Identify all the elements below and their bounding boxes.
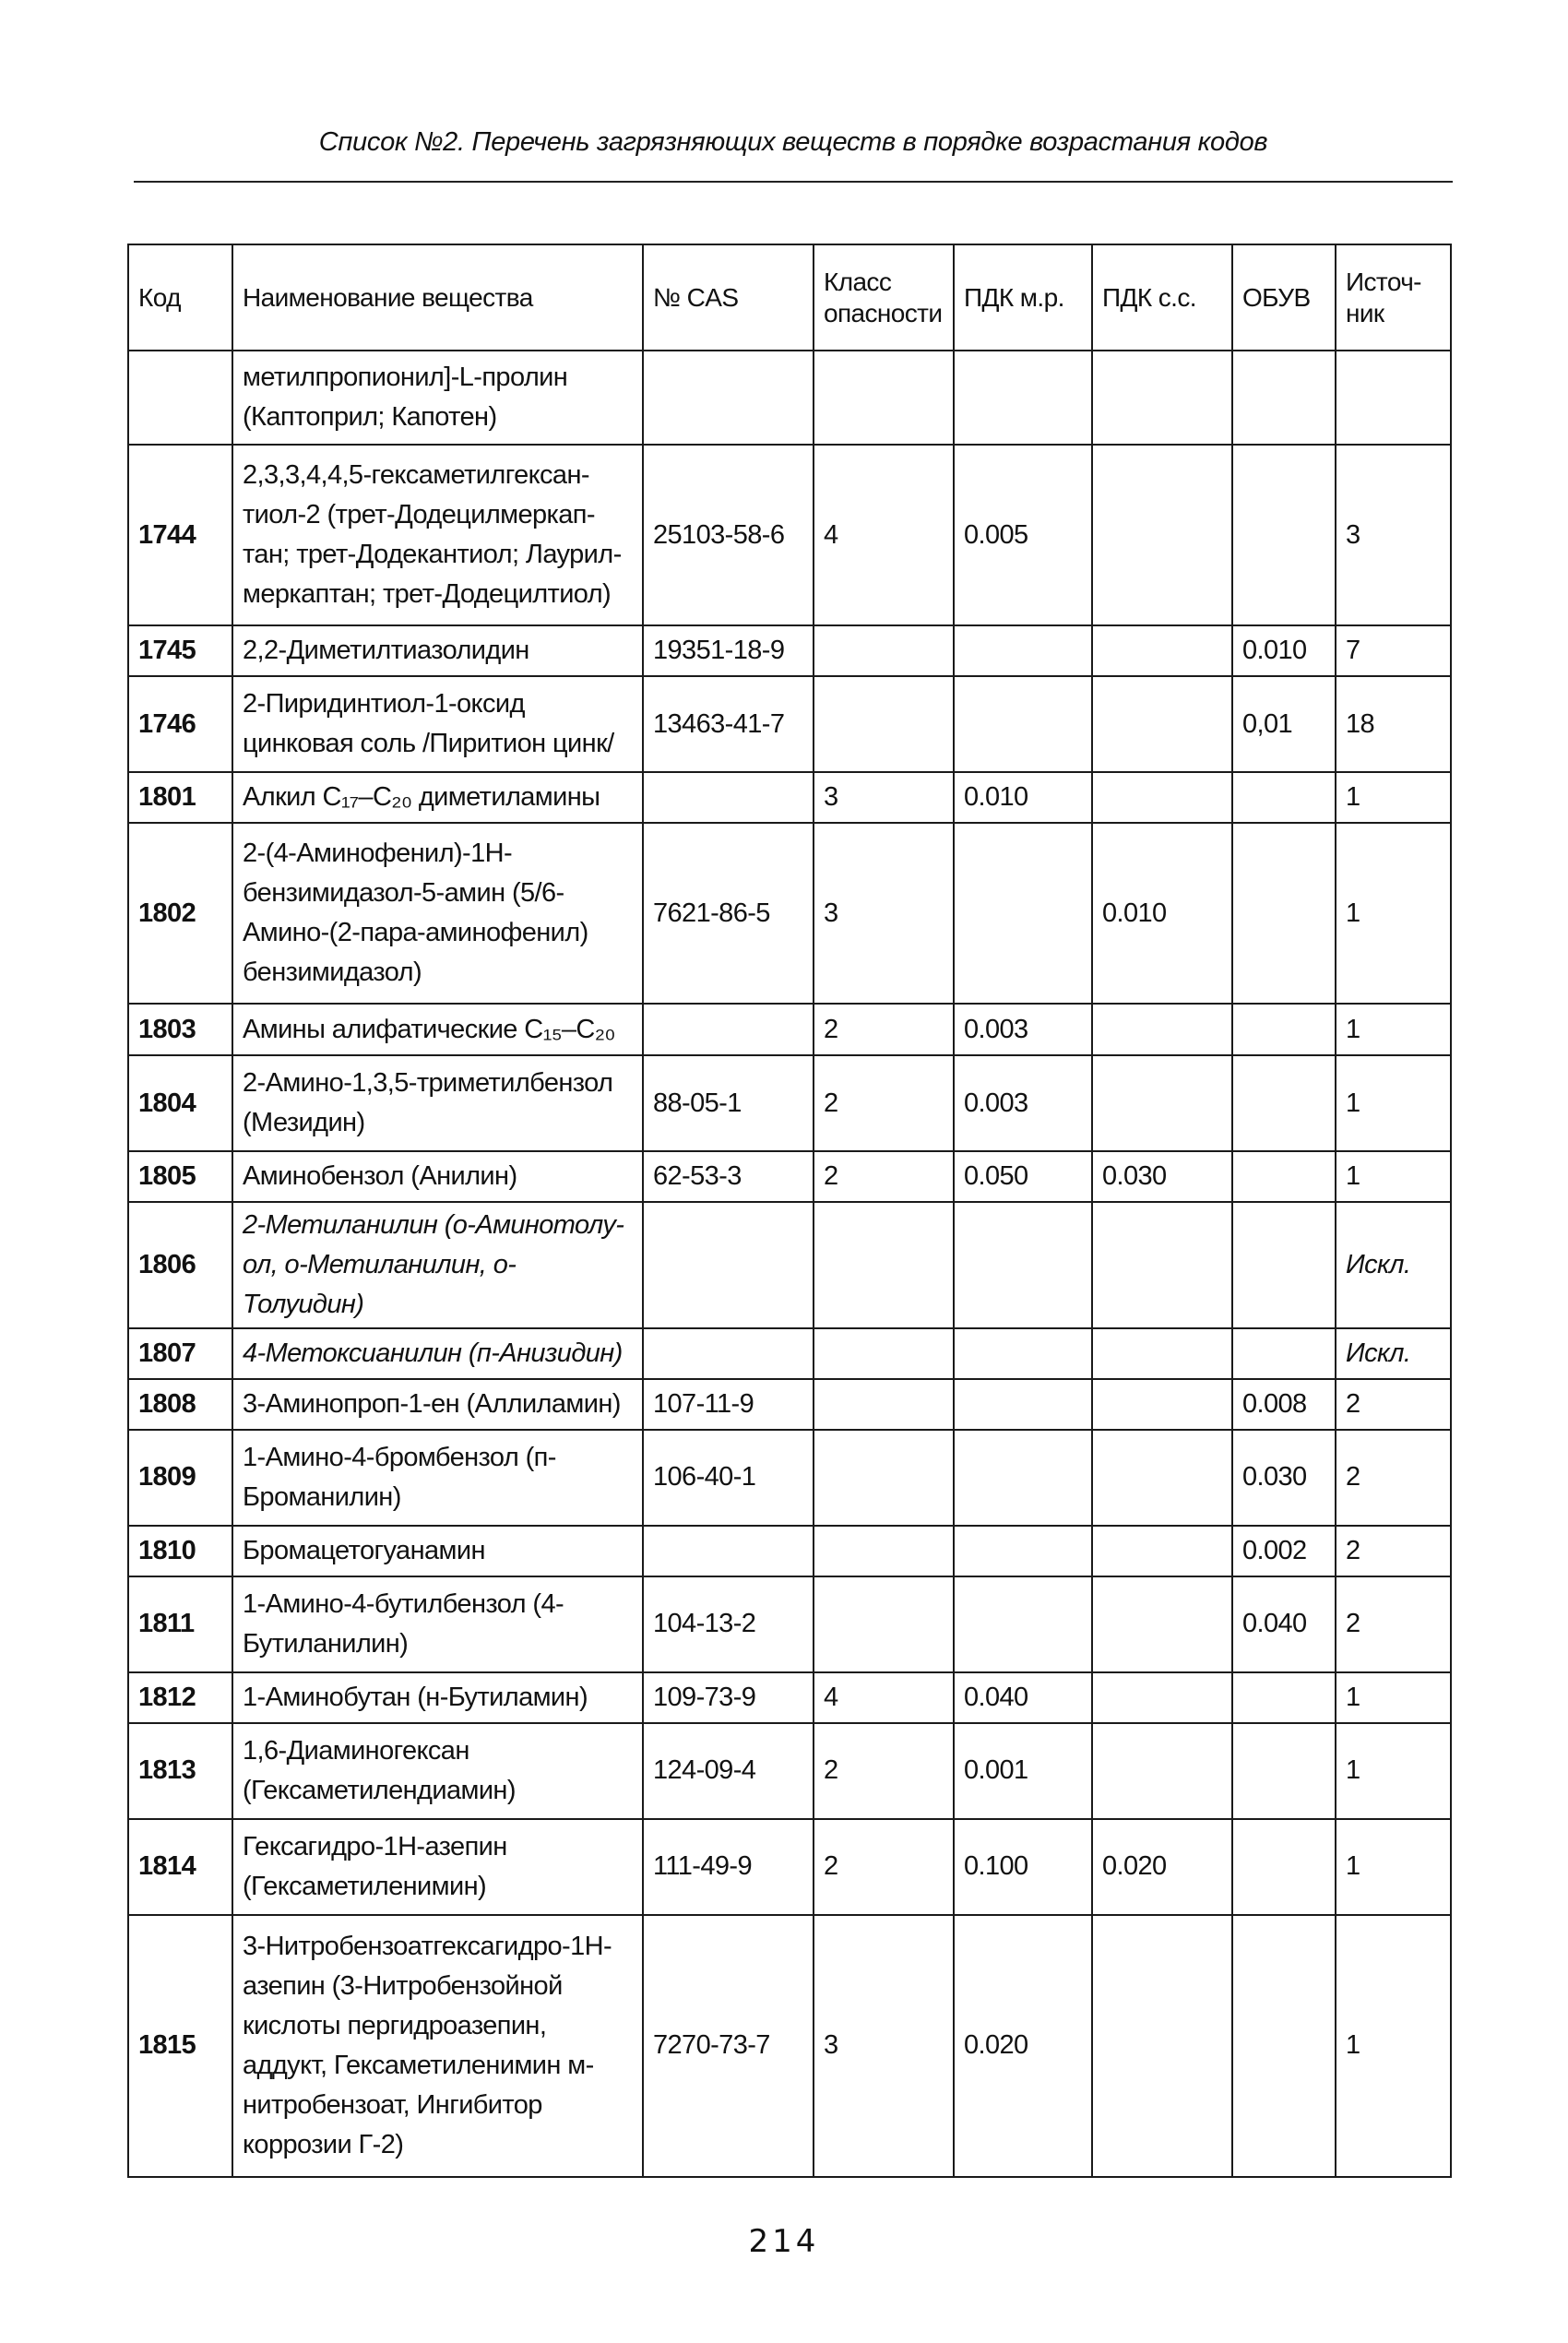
column-header-pdk-ss: ПДК с.с.	[1092, 244, 1232, 351]
cell-substance-name: 1-Амино-4-бутилбензол (4-Бутиланилин)	[232, 1576, 643, 1672]
cell-substance-name: 2-(4-Аминофенил)-1H-бензимидазол-5-амин (5/6-Амино-(2-пара-аминофенил) бензимидазол)	[232, 823, 643, 1004]
cell-cas-number: 124-09-4	[643, 1723, 814, 1819]
cell-obuv: 0.040	[1232, 1576, 1336, 1672]
table-row	[128, 445, 1451, 625]
cell-pdk-mr	[954, 1576, 1092, 1672]
cell-pdk-mr	[954, 1202, 1092, 1328]
cell-pdk-ss	[1092, 351, 1232, 445]
cell-cas-number: 19351-18-9	[643, 625, 814, 676]
cell-hazard-class	[814, 1576, 954, 1672]
cell-cas-number	[643, 1004, 814, 1055]
cell-source: 1	[1336, 1055, 1451, 1151]
cell-obuv: 0.002	[1232, 1526, 1336, 1576]
cell-source: 1	[1336, 1915, 1451, 2177]
table-row	[128, 676, 1451, 772]
cell-substance-name: 3-Нитробензоатгексагидро-1H-азепин (3-Нитробензойной кислоты пергидроазепин, аддукт, Гексаметиленимин м-нитробензоат, Ингибитор коррозии Г-2)	[232, 1915, 643, 2177]
cell-cas-number	[643, 1526, 814, 1576]
cell-obuv: 0.030	[1232, 1430, 1336, 1526]
cell-pdk-ss	[1092, 1202, 1232, 1328]
table-row	[128, 1576, 1451, 1672]
cell-code: 1814	[128, 1819, 232, 1915]
cell-pdk-ss	[1092, 1526, 1232, 1576]
cell-source: 2	[1336, 1430, 1451, 1526]
cell-source: 2	[1336, 1576, 1451, 1672]
cell-hazard-class	[814, 676, 954, 772]
cell-pdk-ss	[1092, 445, 1232, 625]
cell-hazard-class	[814, 1379, 954, 1430]
cell-obuv	[1232, 1151, 1336, 1202]
cell-substance-name: 2-Метиланилин (о-Аминотолу-ол, о-Метиланилин, о-Толуидин)	[232, 1202, 643, 1328]
cell-hazard-class: 2	[814, 1819, 954, 1915]
running-header: Список №2. Перечень загрязняющих веществ в порядке возрастания кодов	[318, 127, 1268, 157]
cell-source: 2	[1336, 1526, 1451, 1576]
cell-pdk-mr: 0.003	[954, 1004, 1092, 1055]
cell-source: Искл.	[1336, 1202, 1451, 1328]
column-header-pdk-mr: ПДК м.р.	[954, 244, 1092, 351]
column-header-name: Наименование вещества	[232, 244, 643, 351]
cell-hazard-class: 4	[814, 1672, 954, 1723]
cell-code: 1802	[128, 823, 232, 1004]
cell-cas-number: 88-05-1	[643, 1055, 814, 1151]
cell-pdk-ss	[1092, 1379, 1232, 1430]
cell-source: 18	[1336, 676, 1451, 772]
cell-pdk-mr: 0.040	[954, 1672, 1092, 1723]
cell-code: 1746	[128, 676, 232, 772]
cell-code: 1805	[128, 1151, 232, 1202]
table-body	[128, 351, 1451, 2177]
cell-code	[128, 351, 232, 445]
cell-pdk-mr: 0.050	[954, 1151, 1092, 1202]
cell-source: Искл.	[1336, 1328, 1451, 1379]
cell-obuv: 0.008	[1232, 1379, 1336, 1430]
table-row	[128, 823, 1451, 1004]
table-row	[128, 1202, 1451, 1328]
column-header-cas: № CAS	[643, 244, 814, 351]
cell-substance-name: метилпропионил]-L-пролин (Каптоприл; Капотен)	[232, 351, 643, 445]
cell-pdk-mr	[954, 823, 1092, 1004]
cell-pdk-ss	[1092, 676, 1232, 772]
cell-substance-name: 3-Аминопроп-1-ен (Аллиламин)	[232, 1379, 643, 1430]
cell-code: 1806	[128, 1202, 232, 1328]
cell-cas-number: 13463-41-7	[643, 676, 814, 772]
cell-pdk-mr: 0.100	[954, 1819, 1092, 1915]
cell-pdk-mr	[954, 625, 1092, 676]
cell-obuv	[1232, 1328, 1336, 1379]
cell-obuv	[1232, 445, 1336, 625]
cell-pdk-mr	[954, 1430, 1092, 1526]
cell-substance-name: Бромацетогуанамин	[232, 1526, 643, 1576]
table-row	[128, 1328, 1451, 1379]
table-row	[128, 1723, 1451, 1819]
cell-source: 1	[1336, 1151, 1451, 1202]
cell-source: 1	[1336, 1004, 1451, 1055]
cell-source: 7	[1336, 625, 1451, 676]
cell-pdk-mr: 0.020	[954, 1915, 1092, 2177]
cell-cas-number	[643, 351, 814, 445]
cell-obuv	[1232, 1055, 1336, 1151]
table-row	[128, 1379, 1451, 1430]
cell-pdk-ss	[1092, 1723, 1232, 1819]
cell-hazard-class: 2	[814, 1004, 954, 1055]
cell-substance-name: 2-Пиридинтиол-1-оксид цинковая соль /Пиритион цинк/	[232, 676, 643, 772]
cell-cas-number: 7270-73-7	[643, 1915, 814, 2177]
cell-cas-number: 109-73-9	[643, 1672, 814, 1723]
cell-substance-name: Аминобензол (Анилин)	[232, 1151, 643, 1202]
cell-hazard-class: 3	[814, 1915, 954, 2177]
header-divider	[134, 181, 1453, 183]
cell-pdk-ss: 0.030	[1092, 1151, 1232, 1202]
cell-hazard-class: 3	[814, 772, 954, 823]
cell-code: 1809	[128, 1430, 232, 1526]
cell-code: 1807	[128, 1328, 232, 1379]
cell-code: 1745	[128, 625, 232, 676]
cell-cas-number: 7621-86-5	[643, 823, 814, 1004]
cell-obuv: 0.010	[1232, 625, 1336, 676]
cell-hazard-class: 3	[814, 823, 954, 1004]
cell-obuv	[1232, 1819, 1336, 1915]
cell-pdk-ss	[1092, 1004, 1232, 1055]
page-number: 214	[748, 2223, 820, 2260]
table-row	[128, 1055, 1451, 1151]
cell-code: 1804	[128, 1055, 232, 1151]
cell-substance-name: Амины алифатические C₁₅–C₂₀	[232, 1004, 643, 1055]
cell-source: 2	[1336, 1379, 1451, 1430]
cell-substance-name: 2,3,3,4,4,5-гексаметилгексан-тиол-2 (трет-Додецилмеркап-тан; трет-Додекантиол; Лаурил-меркаптан; трет-Додецилтиол)	[232, 445, 643, 625]
cell-pdk-ss	[1092, 1672, 1232, 1723]
cell-obuv	[1232, 1672, 1336, 1723]
cell-code: 1813	[128, 1723, 232, 1819]
cell-substance-name: 2,2-Диметилтиазолидин	[232, 625, 643, 676]
table-row	[128, 1915, 1451, 2177]
cell-code: 1812	[128, 1672, 232, 1723]
cell-cas-number	[643, 772, 814, 823]
cell-pdk-mr: 0.003	[954, 1055, 1092, 1151]
cell-hazard-class	[814, 1430, 954, 1526]
cell-source: 1	[1336, 772, 1451, 823]
table-row	[128, 1430, 1451, 1526]
table-row	[128, 1004, 1451, 1055]
cell-cas-number: 111-49-9	[643, 1819, 814, 1915]
cell-pdk-ss	[1092, 772, 1232, 823]
cell-hazard-class: 4	[814, 445, 954, 625]
cell-hazard-class	[814, 1328, 954, 1379]
cell-pdk-ss	[1092, 1328, 1232, 1379]
cell-substance-name: Гексагидро-1H-азепин (Гексаметиленимин)	[232, 1819, 643, 1915]
cell-pdk-mr	[954, 676, 1092, 772]
cell-source: 1	[1336, 1672, 1451, 1723]
cell-pdk-mr	[954, 1328, 1092, 1379]
cell-substance-name: 1-Амино-4-бромбензол (п-Броманилин)	[232, 1430, 643, 1526]
cell-code: 1808	[128, 1379, 232, 1430]
cell-cas-number: 107-11-9	[643, 1379, 814, 1430]
cell-code: 1744	[128, 445, 232, 625]
table-row	[128, 1819, 1451, 1915]
table-row	[128, 625, 1451, 676]
cell-pdk-mr: 0.010	[954, 772, 1092, 823]
cell-obuv	[1232, 823, 1336, 1004]
table-row	[128, 772, 1451, 823]
cell-substance-name: 4-Метоксианилин (п-Анизидин)	[232, 1328, 643, 1379]
cell-pdk-mr	[954, 351, 1092, 445]
cell-obuv	[1232, 772, 1336, 823]
cell-pdk-ss	[1092, 1915, 1232, 2177]
cell-substance-name: 2-Амино-1,3,5-триметилбензол (Мезидин)	[232, 1055, 643, 1151]
cell-obuv	[1232, 1004, 1336, 1055]
cell-obuv	[1232, 1915, 1336, 2177]
cell-hazard-class	[814, 1526, 954, 1576]
cell-code: 1810	[128, 1526, 232, 1576]
column-header-hazard-class: Класс опасности	[814, 244, 954, 351]
cell-cas-number: 106-40-1	[643, 1430, 814, 1526]
cell-source: 1	[1336, 823, 1451, 1004]
cell-hazard-class: 2	[814, 1723, 954, 1819]
cell-pdk-mr	[954, 1379, 1092, 1430]
table-header-row	[128, 244, 1451, 351]
column-header-code: Код	[128, 244, 232, 351]
cell-pdk-mr: 0.005	[954, 445, 1092, 625]
cell-pdk-ss	[1092, 1576, 1232, 1672]
cell-code: 1815	[128, 1915, 232, 2177]
column-header-obuv: ОБУВ	[1232, 244, 1336, 351]
table-row	[128, 1672, 1451, 1723]
table-row	[128, 1526, 1451, 1576]
column-header-source: Источ-ник	[1336, 244, 1451, 351]
cell-pdk-ss	[1092, 625, 1232, 676]
cell-hazard-class: 2	[814, 1151, 954, 1202]
cell-cas-number	[643, 1202, 814, 1328]
cell-substance-name: 1,6-Диаминогексан (Гексаметилендиамин)	[232, 1723, 643, 1819]
cell-obuv	[1232, 1723, 1336, 1819]
cell-code: 1801	[128, 772, 232, 823]
cell-pdk-ss: 0.020	[1092, 1819, 1232, 1915]
cell-source: 1	[1336, 1819, 1451, 1915]
cell-code: 1803	[128, 1004, 232, 1055]
table-row	[128, 1151, 1451, 1202]
cell-hazard-class	[814, 351, 954, 445]
cell-cas-number: 104-13-2	[643, 1576, 814, 1672]
cell-hazard-class	[814, 625, 954, 676]
cell-code: 1811	[128, 1576, 232, 1672]
cell-pdk-ss	[1092, 1055, 1232, 1151]
cell-source: 3	[1336, 445, 1451, 625]
cell-pdk-mr: 0.001	[954, 1723, 1092, 1819]
cell-obuv	[1232, 351, 1336, 445]
cell-source: 1	[1336, 1723, 1451, 1819]
cell-hazard-class	[814, 1202, 954, 1328]
cell-obuv: 0,01	[1232, 676, 1336, 772]
table-row	[128, 351, 1451, 445]
cell-source	[1336, 351, 1451, 445]
cell-pdk-ss	[1092, 1430, 1232, 1526]
cell-pdk-ss: 0.010	[1092, 823, 1232, 1004]
cell-substance-name: 1-Аминобутан (н-Бутиламин)	[232, 1672, 643, 1723]
substances-table	[127, 244, 1452, 2178]
cell-substance-name: Алкил C₁₇–C₂₀ диметиламины	[232, 772, 643, 823]
cell-hazard-class: 2	[814, 1055, 954, 1151]
cell-cas-number: 25103-58-6	[643, 445, 814, 625]
cell-cas-number	[643, 1328, 814, 1379]
cell-obuv	[1232, 1202, 1336, 1328]
cell-pdk-mr	[954, 1526, 1092, 1576]
cell-cas-number: 62-53-3	[643, 1151, 814, 1202]
